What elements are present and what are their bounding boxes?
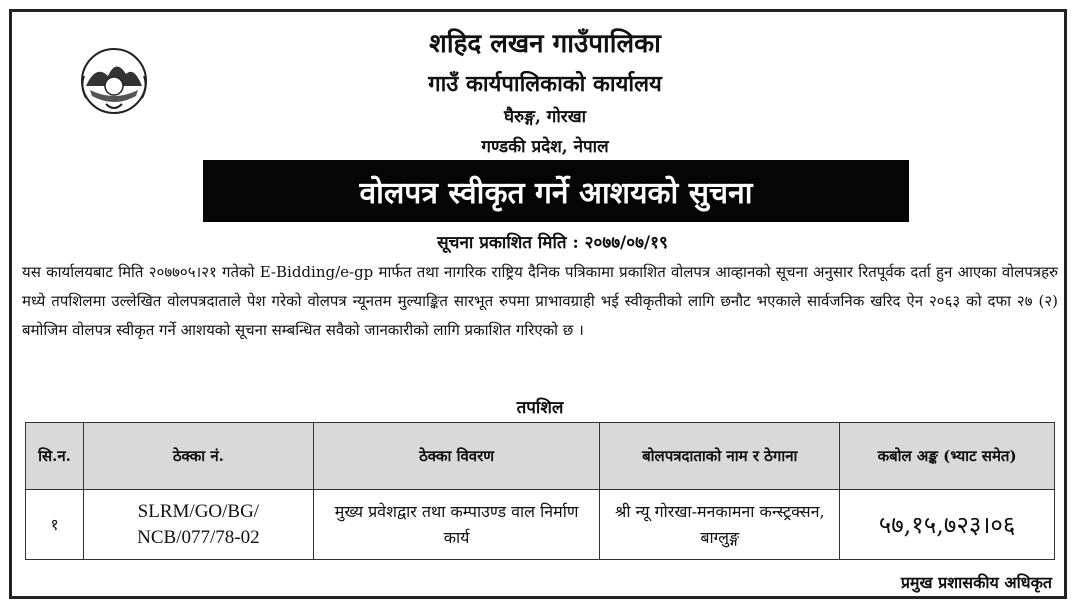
schedule-title: तपशिल [516, 398, 564, 418]
published-date: सूचना प्रकाशित मिति : २०७७/०७/१९ [437, 233, 668, 253]
col-header-sn: सि.न. [26, 423, 84, 490]
table-header-row [26, 423, 1055, 490]
schedule-table [25, 422, 1055, 560]
office-name: गाउँ कार्यपालिकाको कार्यालय [428, 71, 662, 97]
province-line: गण्डकी प्रदेश, नेपाल [481, 137, 609, 157]
notice-title: वोलपत्र स्वीकृत गर्ने आशयको सुचना [203, 160, 909, 222]
cell-bidder: श्री न्यू गोरखा-मनकामना कन्स्ट्रक्सन, बाग्लुङ्ग [600, 490, 840, 560]
signatory: प्रमुख प्रशासकीय अधिकृत [900, 573, 1052, 592]
table-row [26, 490, 1055, 560]
address-line: घैरुङ्ग, गोरखा [503, 107, 587, 127]
cell-description: मुख्य प्रवेशद्वार तथा कम्पाउण्ड वाल निर्माण कार्य [313, 490, 600, 560]
cell-contract-no: SLRM/GO/BG/ NCB/077/78-02 [83, 490, 313, 560]
government-emblem-icon [76, 46, 152, 116]
municipality-name: शहिद लखन गाउँपालिका [429, 29, 661, 59]
col-header-description: ठेक्का विवरण [313, 423, 600, 490]
col-header-contract-no: ठेक्का नं. [83, 423, 313, 490]
col-header-amount: कबोल अङ्क (भ्याट समेत) [840, 423, 1055, 490]
col-header-bidder: बोलपत्रदाताको नाम र ठेगाना [600, 423, 840, 490]
cell-amount: ५७,१५,७२३।०६ [840, 490, 1055, 560]
notice-body: यस कार्यालयबाट मिति २०७७०५।२१ गतेको E-Bidding/e-gp मार्फत तथा नागरिक राष्ट्रिय दैनिक पत्रिकामा प्रकाशित वोलपत्र आव्हानको सूचना अनुसार रितपूर्वक दर्ता हुन आएका वोलपत्रहरु मध्ये तपशिलमा उल्लेखित वोलपत्रदाताले पेश गरेको वोलपत्र न्यूनतम मुल्याङ्कित सारभूत रुपमा प्राभावग्राही भई स्वीकृतीको लागि छनौट भएकाले सार्वजनिक खरिद ऐन २०६३ को दफा २७ (२) बमोजिम वोलपत्र स्वीकृत गर्ने आशयको सूचना सम्बन्धित सवैको जानकारीको लागि प्रकाशित गरिएको छ । [22, 263, 1058, 339]
cell-sn: १ [26, 490, 84, 560]
